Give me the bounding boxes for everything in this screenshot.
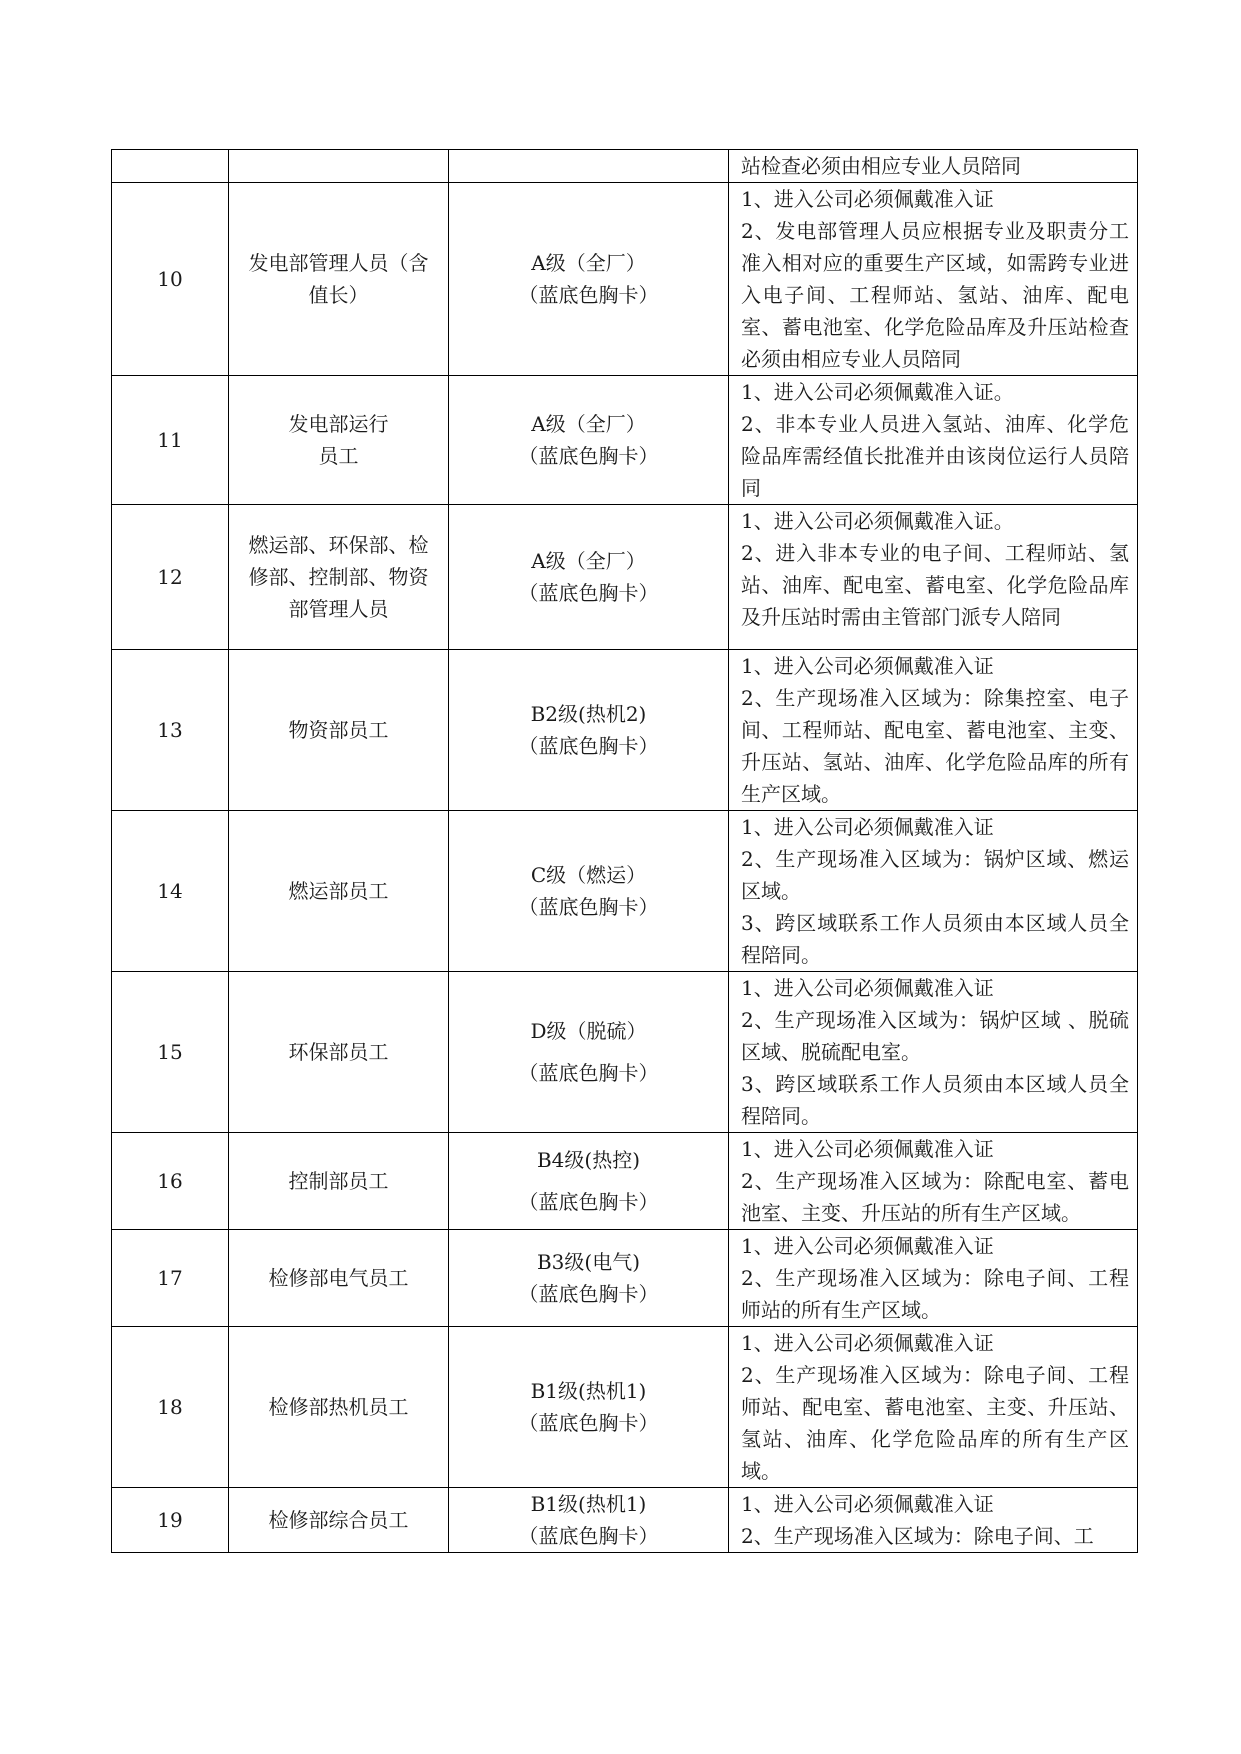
- personnel-label: 燃运部员工: [288, 879, 389, 903]
- row-number-cell: [112, 150, 229, 183]
- access-level-cell: [449, 1230, 729, 1327]
- rule-line: 1、进入公司必须佩戴准入证。: [741, 509, 1014, 533]
- rule-line: 2、生产现场准入区域为：除集控室、电子间、工程师站、配电室、蓄电池室、主变、升压站、氢站、油库、化学危险品库的所有生产区域。: [741, 686, 1129, 806]
- table-row: [112, 1133, 1138, 1230]
- access-level-label: A级（全厂）: [531, 412, 646, 436]
- access-level-label: B4级(热控): [536, 1148, 641, 1172]
- rule-line: 2、生产现场准入区域为：除配电室、蓄电池室、主变、升压站的所有生产区域。: [741, 1169, 1129, 1225]
- row-number-cell: 12: [112, 505, 229, 650]
- table-row: [112, 811, 1138, 972]
- rule-line: 1、进入公司必须佩戴准入证: [741, 1331, 994, 1355]
- row-number-cell: 13: [112, 650, 229, 811]
- table-row: [112, 1488, 1138, 1553]
- rule-line: 站检查必须由相应专业人员陪同: [741, 154, 1021, 178]
- access-level-cell: [449, 150, 729, 183]
- badge-color-label: （蓝底色胸卡）: [518, 444, 659, 468]
- badge-color-label: （蓝底色胸卡）: [518, 283, 659, 307]
- rule-line: 2、进入非本专业的电子间、工程师站、氢站、油库、配电室、蓄电室、化学危险品库及升压站时需由主管部门派专人陪同: [741, 541, 1129, 629]
- personnel-label: 发电部管理人员（含值长）: [248, 251, 429, 307]
- personnel-cell: [229, 1327, 449, 1488]
- rules-cell: [729, 650, 1138, 811]
- rules-cell: [729, 1230, 1138, 1327]
- table-row: [112, 972, 1138, 1133]
- rule-line: 2、发电部管理人员应根据专业及职责分工准入相对应的重要生产区域，如需跨专业进入电子间、工程师站、氢站、油库、配电室、蓄电池室、化学危险品库及升压站检查必须由相应专业人员陪同: [741, 219, 1129, 371]
- rule-line: 1、进入公司必须佩戴准入证。: [741, 380, 1014, 404]
- table-row: [112, 183, 1138, 376]
- personnel-cell: [229, 1488, 449, 1553]
- rule-line: 3、跨区域联系工作人员须由本区域人员全程陪同。: [741, 1072, 1129, 1128]
- row-number-cell: 18: [112, 1327, 229, 1488]
- personnel-cell: [229, 505, 449, 650]
- personnel-label: 检修部综合员工: [268, 1508, 409, 1532]
- access-level-cell: [449, 972, 729, 1133]
- access-level-label: C级（燃运）: [530, 863, 647, 887]
- row-number-cell: 16: [112, 1133, 229, 1230]
- badge-color-label: （蓝底色胸卡）: [518, 1282, 659, 1306]
- access-level-cell: [449, 183, 729, 376]
- rule-line: 1、进入公司必须佩戴准入证: [741, 976, 994, 1000]
- row-number-cell: 15: [112, 972, 229, 1133]
- personnel-label: 控制部员工: [288, 1169, 389, 1193]
- access-level-label: B2级(热机2): [530, 702, 647, 726]
- access-level-cell: [449, 376, 729, 505]
- rules-cell: [729, 1133, 1138, 1230]
- access-level-cell: [449, 1488, 729, 1553]
- table-row: [112, 650, 1138, 811]
- rule-line: 1、进入公司必须佩戴准入证: [741, 815, 994, 839]
- row-number-cell: 17: [112, 1230, 229, 1327]
- access-level-label: A级（全厂）: [531, 251, 646, 275]
- rules-cell: [729, 811, 1138, 972]
- personnel-label: 燃运部、环保部、检修部、控制部、物资部管理人员: [248, 533, 429, 621]
- badge-color-label: （蓝底色胸卡）: [518, 1411, 659, 1435]
- badge-color-label: （蓝底色胸卡）: [518, 1524, 659, 1548]
- personnel-cell: [229, 972, 449, 1133]
- access-permit-table: [111, 149, 1138, 1553]
- table-row: [112, 505, 1138, 650]
- badge-color-label: （蓝底色胸卡）: [518, 734, 659, 758]
- access-level-cell: [449, 1133, 729, 1230]
- access-level-label: A级（全厂）: [531, 549, 646, 573]
- rule-line: 3、跨区域联系工作人员须由本区域人员全程陪同。: [741, 911, 1129, 967]
- access-level-label: B1级(热机1): [530, 1492, 647, 1516]
- rule-line: 1、进入公司必须佩戴准入证: [741, 654, 994, 678]
- rule-line: 1、进入公司必须佩戴准入证: [741, 1492, 994, 1516]
- rules-cell: [729, 183, 1138, 376]
- access-level-label: D级（脱硫）: [530, 1019, 647, 1043]
- row-number-cell: 14: [112, 811, 229, 972]
- row-number-cell: 19: [112, 1488, 229, 1553]
- rules-cell: [729, 1488, 1138, 1553]
- rules-cell: [729, 150, 1138, 183]
- badge-color-label: （蓝底色胸卡）: [518, 895, 659, 919]
- badge-color-label: （蓝底色胸卡）: [518, 581, 659, 605]
- rules-cell: [729, 1327, 1138, 1488]
- access-level-cell: [449, 1327, 729, 1488]
- personnel-label: 环保部员工: [288, 1040, 389, 1064]
- personnel-cell: [229, 1230, 449, 1327]
- table-row: [112, 376, 1138, 505]
- personnel-cell: [229, 183, 449, 376]
- rule-line: 1、进入公司必须佩戴准入证: [741, 187, 994, 211]
- rule-line: 1、进入公司必须佩戴准入证: [741, 1137, 994, 1161]
- table-row: [112, 1327, 1138, 1488]
- access-level-cell: [449, 650, 729, 811]
- access-level-cell: [449, 811, 729, 972]
- personnel-cell: [229, 650, 449, 811]
- rule-line: 2、生产现场准入区域为：锅炉区域 、脱硫区域、脱硫配电室。: [741, 1008, 1129, 1064]
- rules-cell: [729, 972, 1138, 1133]
- rules-cell: [729, 376, 1138, 505]
- rule-line: 1、进入公司必须佩戴准入证: [741, 1234, 994, 1258]
- rule-line: 2、非本专业人员进入氢站、油库、化学危险品库需经值长批准并由该岗位运行人员陪同: [741, 412, 1129, 500]
- personnel-label: 发电部运行员工: [288, 412, 389, 468]
- badge-color-label: （蓝底色胸卡）: [518, 1190, 659, 1214]
- personnel-cell: [229, 811, 449, 972]
- personnel-cell: [229, 376, 449, 505]
- personnel-label: 检修部热机员工: [268, 1395, 409, 1419]
- rules-cell: [729, 505, 1138, 650]
- access-level-label: B1级(热机1): [530, 1379, 647, 1403]
- row-number-cell: 10: [112, 183, 229, 376]
- rule-line: 2、生产现场准入区域为：锅炉区域、燃运区域。: [741, 847, 1129, 903]
- access-level-cell: [449, 505, 729, 650]
- rule-line: 2、生产现场准入区域为：除电子间、工程师站的所有生产区域。: [741, 1266, 1129, 1322]
- rule-line: 2、生产现场准入区域为：除电子间、工程师站、配电室、蓄电池室、主变、升压站、氢站、油库、化学危险品库的所有生产区域。: [741, 1363, 1129, 1483]
- row-number-cell: 11: [112, 376, 229, 505]
- access-level-label: B3级(电气): [536, 1250, 641, 1274]
- access-permit-table-body: [112, 150, 1138, 1553]
- personnel-cell: [229, 1133, 449, 1230]
- table-row-continued: [112, 150, 1138, 183]
- rule-line: 2、生产现场准入区域为：除电子间、工: [741, 1524, 1094, 1548]
- badge-color-label: （蓝底色胸卡）: [518, 1061, 659, 1085]
- table-row: [112, 1230, 1138, 1327]
- personnel-label: 检修部电气员工: [268, 1266, 409, 1290]
- personnel-label: 物资部员工: [288, 718, 389, 742]
- personnel-cell: [229, 150, 449, 183]
